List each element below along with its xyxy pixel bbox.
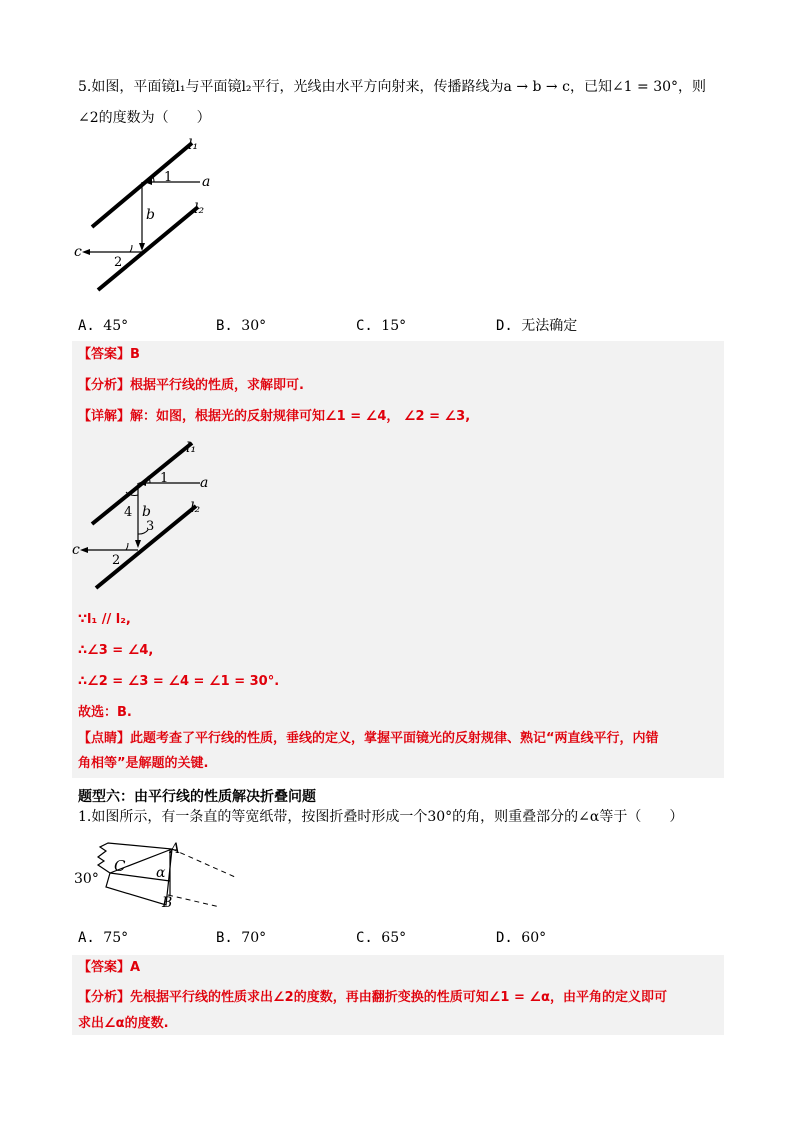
svg-text:l₁: l₁ bbox=[186, 440, 197, 456]
q5-figure bbox=[70, 135, 230, 295]
label-2: 2 bbox=[114, 255, 123, 270]
q5-step2: ∴∠3 = ∠4, bbox=[78, 643, 154, 658]
q5-step3: ∴∠2 = ∠3 = ∠4 = ∠1 = 30°. bbox=[78, 674, 280, 689]
q5-option-b[interactable]: B. 30° bbox=[216, 318, 267, 334]
label-l1: l₁ bbox=[188, 137, 199, 153]
label-b: b bbox=[146, 207, 155, 223]
q1-analysis-line1: 【分析】先根据平行线的性质求出∠2的度数，再由翻折变换的性质可知∠1 = ∠α，由平角的定义即可 bbox=[78, 990, 667, 1005]
label-c: c bbox=[74, 244, 82, 260]
q5-comment-line2: 角相等”是解题的关键. bbox=[78, 756, 209, 771]
svg-text:1: 1 bbox=[160, 471, 169, 486]
svg-text:l₂: l₂ bbox=[190, 500, 201, 516]
q1-option-d[interactable]: D. 60° bbox=[496, 930, 547, 946]
label-1: 1 bbox=[164, 170, 173, 185]
q5-option-a[interactable]: A. 45° bbox=[78, 318, 129, 334]
q5-analysis: 【分析】根据平行线的性质，求解即可. bbox=[78, 378, 304, 393]
q1-answer: 【答案】A bbox=[78, 960, 141, 975]
label-A: A bbox=[170, 841, 181, 857]
section-title: 题型六：由平行线的性质解决折叠问题 bbox=[78, 789, 316, 805]
q1-option-c[interactable]: C. 65° bbox=[356, 930, 407, 946]
svg-text:b: b bbox=[142, 504, 151, 520]
label-alpha: α bbox=[156, 865, 166, 881]
q5-option-d[interactable]: D. 无法确定 bbox=[496, 318, 578, 334]
svg-text:c: c bbox=[72, 542, 80, 558]
q5-detail: 【详解】解：如图，根据光的反射规律可知∠1 = ∠4， ∠2 = ∠3, bbox=[78, 409, 471, 424]
q5-conclusion: 故选：B. bbox=[78, 705, 132, 720]
q5-solution-figure bbox=[70, 438, 230, 596]
svg-text:4: 4 bbox=[124, 505, 133, 520]
q5-step1: ∵l₁ // l₂, bbox=[78, 612, 131, 627]
q1-analysis-line2: 求出∠α的度数. bbox=[78, 1016, 169, 1031]
q5-comment-line1: 【点睛】此题考查了平行线的性质，垂线的定义，掌握平面镜光的反射规律、熟记“两直线平行，内错 bbox=[78, 731, 659, 746]
q5-answer: 【答案】B bbox=[78, 347, 140, 362]
label-30: 30° bbox=[74, 871, 99, 887]
label-l2: l₂ bbox=[194, 201, 205, 217]
q5-option-c[interactable]: C. 15° bbox=[356, 318, 407, 334]
label-C: C bbox=[114, 857, 126, 875]
q5-stem-line2: ∠2的度数为（ ） bbox=[78, 110, 211, 126]
svg-text:3: 3 bbox=[146, 519, 155, 534]
label-a: a bbox=[202, 174, 211, 190]
svg-text:2: 2 bbox=[112, 553, 121, 568]
q5-stem-line1: 5.如图，平面镜l₁与平面镜l₂平行，光线由水平方向射来，传播路线为a → b → c，已知∠1 = 30°，则 bbox=[78, 79, 707, 95]
q1-option-b[interactable]: B. 70° bbox=[216, 930, 267, 946]
label-B: B bbox=[162, 895, 173, 911]
q1-option-a[interactable]: A. 75° bbox=[78, 930, 129, 946]
q1-figure bbox=[70, 835, 240, 915]
q1-stem: 1.如图所示，有一条直的等宽纸带，按图折叠时形成一个30°的角，则重叠部分的∠α等于（ ） bbox=[78, 809, 684, 825]
svg-text:a: a bbox=[200, 475, 209, 491]
